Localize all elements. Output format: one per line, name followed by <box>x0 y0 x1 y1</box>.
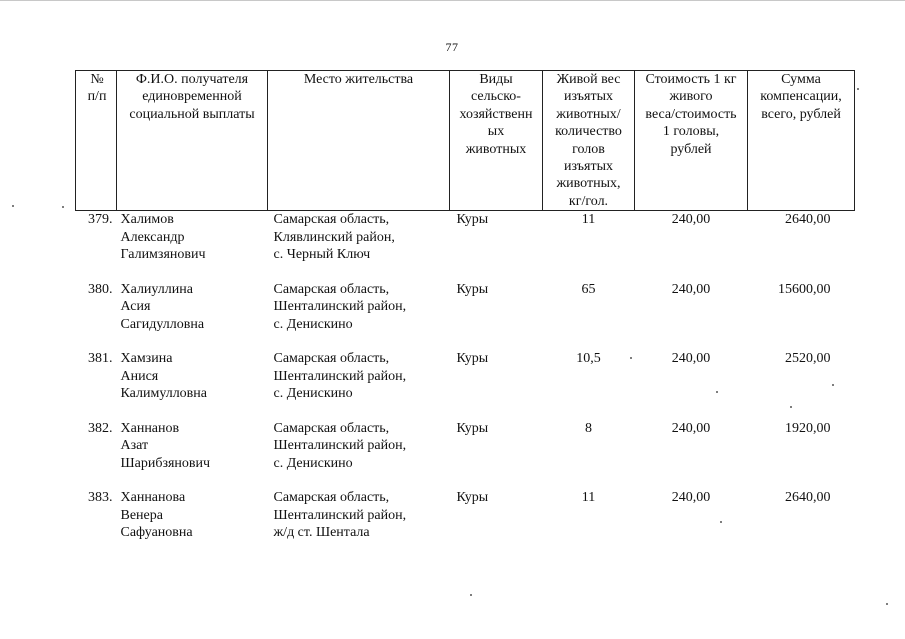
table-row <box>76 211 855 281</box>
header-line: 1 головы, <box>662 124 720 140</box>
animal-kind-cell: Куры <box>456 281 489 297</box>
recipient-name-line: Халимов <box>120 212 174 228</box>
header-line: Стоимость 1 кг <box>645 72 737 87</box>
compensation-table <box>75 70 855 559</box>
compensation-sum-cell: 15600,00 <box>778 281 831 297</box>
recipient-name-line: Хамзина <box>120 351 173 367</box>
residence-line: Самарская область, <box>273 351 390 367</box>
header-line: Сумма <box>781 72 821 87</box>
residence-line: Шенталинский район, <box>273 438 407 454</box>
table-header-row <box>76 71 855 211</box>
compensation-sum-cell: 2520,00 <box>785 351 831 367</box>
scan-speck <box>470 594 472 596</box>
recipient-name-line: Галимзянович <box>120 247 206 263</box>
header-line: рублей <box>670 141 712 157</box>
residence-line: с. Денискино <box>273 316 353 332</box>
residence-cell <box>268 489 450 559</box>
table-row <box>76 420 855 490</box>
animal-kind-cell: Куры <box>456 420 489 436</box>
table-row <box>76 489 855 559</box>
header-line: веса/стоимость <box>645 106 737 122</box>
scan-speck <box>832 384 834 386</box>
header-line: социальной выплаты <box>129 106 255 122</box>
compensation-sum-cell: 1920,00 <box>785 420 831 436</box>
header-line: Место жительства <box>303 72 414 87</box>
row-number-cell: 381. <box>88 351 113 367</box>
header-line: голов <box>572 141 605 157</box>
page-number: 77 <box>445 40 459 54</box>
residence-line: Шенталинский район, <box>273 368 407 384</box>
header-recipient-name <box>117 71 268 211</box>
scan-speck <box>857 88 859 90</box>
row-number-cell: 380. <box>88 281 113 297</box>
unit-cost-cell: 240,00 <box>671 490 711 506</box>
header-line: кг/гол. <box>568 193 609 209</box>
header-line: хозяйственн <box>459 106 533 122</box>
residence-line: Шенталинский район, <box>273 507 407 523</box>
recipient-name-line: Ханнанова <box>120 490 186 506</box>
recipient-name-cell <box>117 489 268 559</box>
header-line: животных, <box>556 176 621 192</box>
recipient-name-cell <box>117 211 268 281</box>
residence-line: Самарская область, <box>273 212 390 228</box>
recipient-name-line: Азат <box>120 438 149 454</box>
header-line: животных/ <box>556 106 621 122</box>
residence-line: ж/д ст. Шентала <box>273 525 370 541</box>
recipient-name-line: Венера <box>120 507 163 523</box>
compensation-sum-cell: 2640,00 <box>785 490 831 506</box>
row-number-cell: 379. <box>88 212 113 228</box>
header-line: Виды <box>479 72 513 87</box>
header-compensation-sum <box>748 71 855 211</box>
live-weight-cell: 11 <box>581 490 596 506</box>
header-line: изъятых <box>564 89 613 105</box>
residence-cell <box>268 211 450 281</box>
recipient-name-line: Анися <box>120 368 159 384</box>
animal-kind-cell: Куры <box>456 490 489 506</box>
header-line: ых <box>487 124 505 140</box>
header-unit-cost <box>635 71 748 211</box>
scan-speck <box>790 406 792 408</box>
residence-line: с. Денискино <box>273 455 353 471</box>
header-line: п/п <box>87 89 107 105</box>
recipient-name-cell <box>117 350 268 420</box>
residence-line: Клявлинский район, <box>273 229 395 245</box>
header-line: изъятых <box>564 159 613 175</box>
recipient-name-line: Калимулловна <box>120 386 208 402</box>
header-animal-kind <box>450 71 543 211</box>
recipient-name-line: Шарибзянович <box>120 455 211 471</box>
animal-kind-cell: Куры <box>456 351 489 367</box>
recipient-name-cell <box>117 420 268 490</box>
residence-cell <box>268 420 450 490</box>
header-line: животных <box>465 141 527 157</box>
scan-speck <box>716 391 718 393</box>
recipient-name-cell <box>117 281 268 351</box>
row-number-cell: 383. <box>88 490 113 506</box>
recipient-name-line: Александр <box>120 229 185 245</box>
unit-cost-cell: 240,00 <box>671 351 711 367</box>
unit-cost-cell: 240,00 <box>671 212 711 228</box>
residence-line: Самарская область, <box>273 490 390 506</box>
header-live-weight <box>543 71 635 211</box>
live-weight-cell: 11 <box>581 212 596 228</box>
table-row <box>76 281 855 351</box>
table-body <box>76 211 855 559</box>
recipient-name-line: Халиуллина <box>120 281 193 297</box>
header-line: № <box>90 72 104 87</box>
recipient-name-line: Сафуановна <box>120 525 193 541</box>
animal-kind-cell: Куры <box>456 212 489 228</box>
table-row <box>76 350 855 420</box>
row-number-cell: 382. <box>88 420 113 436</box>
residence-line: Самарская область, <box>273 420 390 436</box>
header-line: компенсации, <box>760 89 842 105</box>
header-line: количество <box>555 124 622 140</box>
header-line: Ф.И.О. получателя <box>135 72 249 87</box>
scan-speck <box>720 521 722 523</box>
header-line: всего, рублей <box>761 106 841 122</box>
compensation-sum-cell: 2640,00 <box>785 212 831 228</box>
recipient-name-line: Ханнанов <box>120 420 180 436</box>
residence-line: Самарская область, <box>273 281 390 297</box>
recipient-name-line: Асия <box>120 299 151 315</box>
live-weight-cell: 65 <box>581 281 596 297</box>
unit-cost-cell: 240,00 <box>671 420 711 436</box>
header-line: живого <box>669 89 713 105</box>
header-line: единовременной <box>142 89 242 105</box>
recipient-name-line: Сагидулловна <box>120 316 205 332</box>
scan-speck <box>12 205 14 207</box>
scan-speck <box>62 206 64 208</box>
unit-cost-cell: 240,00 <box>671 281 711 297</box>
header-line: сельско- <box>471 89 521 105</box>
live-weight-cell: 8 <box>585 420 592 436</box>
header-residence <box>268 71 450 211</box>
residence-line: с. Денискино <box>273 386 353 402</box>
residence-cell <box>268 281 450 351</box>
header-line: Живой вес <box>556 72 621 87</box>
scan-speck <box>630 357 632 359</box>
header-number <box>76 71 117 211</box>
scan-speck <box>886 603 888 605</box>
residence-cell <box>268 350 450 420</box>
residence-line: с. Черный Ключ <box>273 247 371 263</box>
residence-line: Шенталинский район, <box>273 299 407 315</box>
live-weight-cell: 10,5 <box>576 351 601 367</box>
